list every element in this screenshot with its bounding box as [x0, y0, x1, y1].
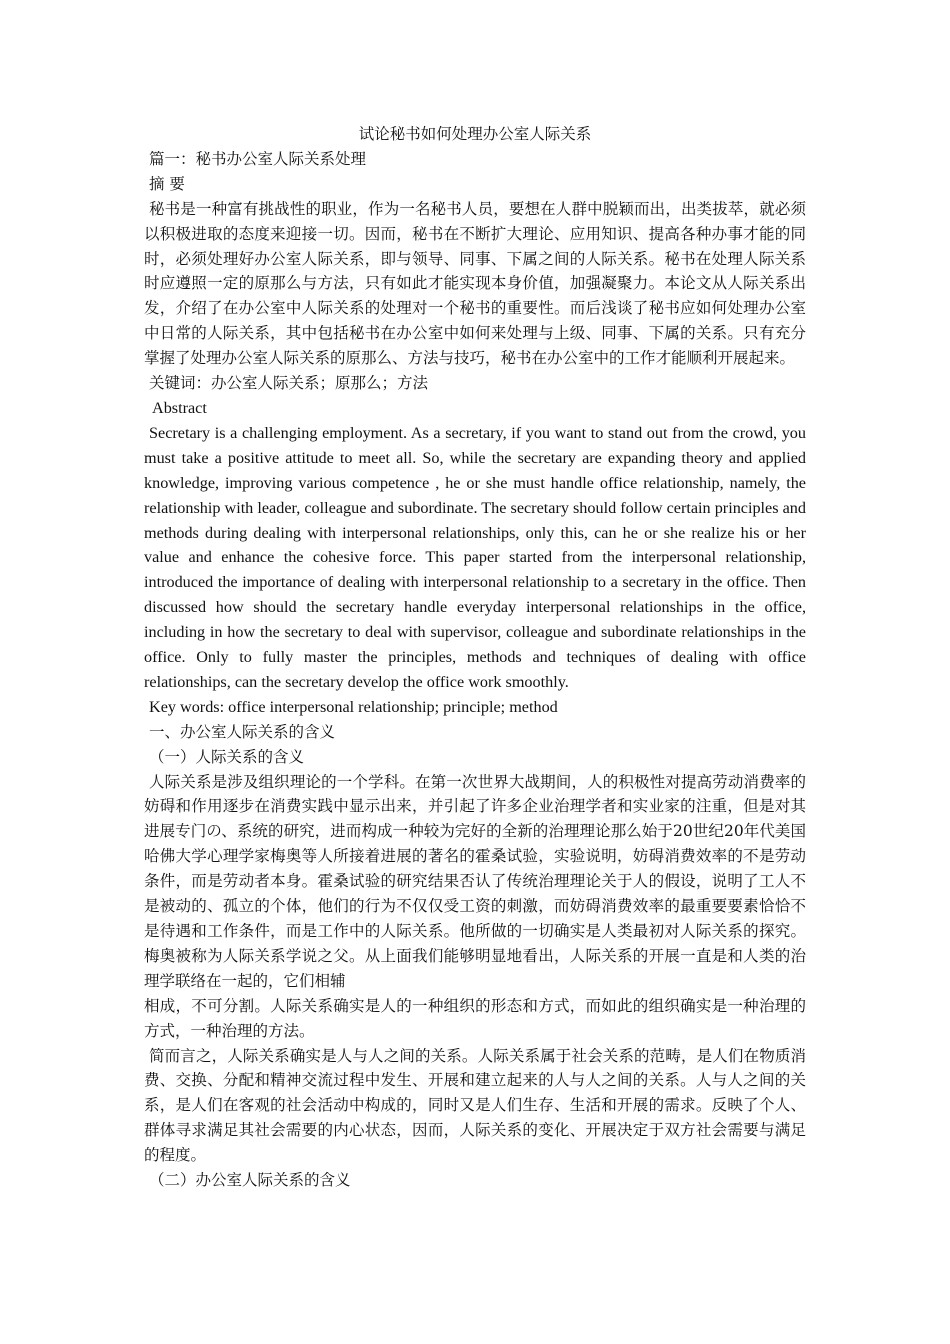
subsection-heading-2: （二）办公室人际关系的含义	[149, 1171, 351, 1190]
abstract-heading-en: Abstract	[152, 398, 207, 417]
document-title: 试论秘书如何处理办公室人际关系	[358, 125, 592, 143]
document-page	[144, 122, 806, 1193]
chapter-heading: 篇一：秘书办公室人际关系处理	[149, 149, 367, 168]
body-paragraph-1-continuation: 相成，不可分割。人际关系确实是人的一种组织的形态和方式，而如此的组织确实是一种治理的方式，一种治理的方法。	[144, 996, 806, 1040]
section-heading-1: 一、办公室人际关系的含义	[149, 722, 336, 741]
keywords-en: Key words: office interpersonal relationship; principle; method	[149, 697, 558, 716]
abstract-text-en: Secretary is a challenging employment. As a secretary, if you want to stand out from the crowd, you must take a positive attitude to meet all. So, while the secretary are expanding theory and applied knowledge, improving various competence , he or she must handle office relationship, namely, the relationship with leader, colleague and subordinate. The secretary should follow certain principles and methods during dealing with interpersonal relationships, only this, can he or she realize his or her value and enhance the cohesive force. This paper started from the interpersonal relationship, introduced the importance of dealing with interpersonal relationship to a secretary in the office. Then discussed how should the secretary handle everyday interpersonal relationships in the office, including in how the secretary to deal with supervisor, colleague and subordinate relationships in the office. Only to fully master the principles, methods and techniques of dealing with office relationships, can the secretary develop the office work smoothly.	[144, 423, 806, 691]
abstract-text-cn: 秘书是一种富有挑战性的职业，作为一名秘书人员，要想在人群中脱颖而出，出类拔萃，就必须以积极进取的态度来迎接一切。因而，秘书在不断扩大理论、应用知识、提高各种办事才能的同时，必须处理好办公室人际关系，即与领导、同事、下属之间的人际关系。秘书在处理人际关系时应遵照一定的原那么与方法，只有如此才能实现本身价值，加强凝聚力。本论文从人际关系出发，介绍了在办公室中人际关系的处理对一个秘书的重要性。而后浅谈了秘书应如何处理办公室中日常的人际关系，其中包括秘书在办公室中如何来处理与上级、同事、下属的关系。只有充分掌握了处理办公室人际关系的原那么、方法与技巧，秘书在办公室中的工作才能顺利开展起来。	[144, 199, 806, 368]
body-paragraph-2: 简而言之，人际关系确实是人与人之间的关系。人际关系属于社会关系的范畴，是人们在物质消费、交换、分配和精神交流过程中发生、开展和建立起来的人与人之间的关系。人与人之间的关系，是人们在客观的社会活动中构成的，同时又是人们生存、生活和开展的需求。反映了个人、群体寻求满足其社会需要的内心状态，因而，人际关系的变化、开展决定于双方社会需要与满足的程度。	[144, 1046, 806, 1165]
subsection-heading-1: （一）人际关系的含义	[149, 747, 305, 766]
abstract-heading-cn: 摘 要	[149, 174, 185, 193]
body-paragraph-1: 人际关系是涉及组织理论的一个学科。在第一次世界大战期间，人的积极性对提高劳动消费率的妨碍和作用逐步在消费实践中显示出来，并引起了许多企业治理学者和实业家的注重，但是对其进展专门の、系统的研究，进而构成一种较为完好的全新的治理理论那么始于20世纪20年代美国哈佛大学心理学家梅奥等人所接着进展的著名的霍桑试验，实验说明，妨碍消费效率的不是劳动条件，而是劳动者本身。霍桑试验的研究结果否认了传统治理理论关于人的假设，说明了工人不是被动的、孤立的个体，他们的行为不仅仅受工资的刺激，而妨碍消费效率的最重要要素恰恰不是待遇和工作条件，而是工作中的人际关系。他所做的一切确实是人类最初对人际关系的探究。梅奥被称为人际关系学说之父。从上面我们能够明显地看出，人际关系的开展一直是和人类的治理学联络在一起的，它们相辅	[144, 772, 806, 990]
keywords-cn: 关键词：办公室人际关系；原那么；方法	[149, 374, 429, 393]
